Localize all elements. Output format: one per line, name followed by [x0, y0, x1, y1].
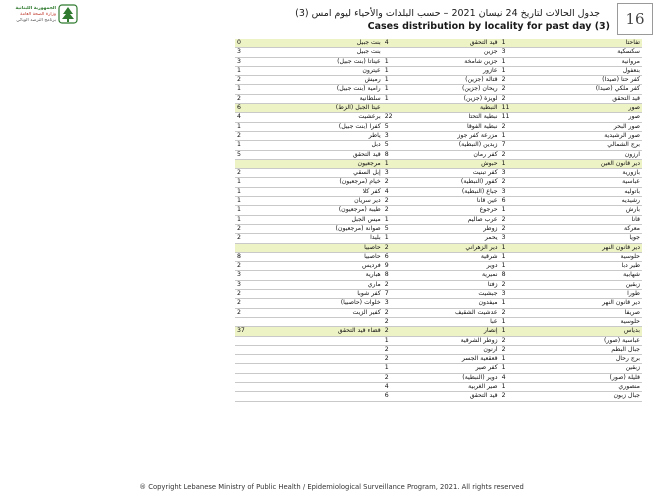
logo-line-republic: الجمهورية اللبنانية — [15, 6, 56, 11]
case-count — [235, 317, 308, 326]
copyright-footer: ® Copyright Lebanese Ministry of Public Health / Epidemiological Surveillance Program, 2021. All rights reserved — [139, 483, 524, 491]
case-count: 3 — [235, 271, 308, 280]
locality-name: رشيديه — [568, 197, 642, 206]
case-count: 3 — [383, 131, 430, 140]
table-row — [235, 197, 642, 206]
locality-name: حبوش — [429, 159, 499, 168]
table-row — [235, 169, 642, 178]
case-count: 5 — [383, 141, 430, 150]
locality-name: دوير (النبطية) — [429, 373, 499, 382]
locality-name: كفر رمان — [429, 150, 499, 159]
cases-table-body — [235, 39, 642, 401]
case-count: 4 — [383, 187, 430, 196]
case-count: 2 — [235, 169, 308, 178]
case-count: 3 — [235, 48, 308, 57]
locality-name: كفر صير — [429, 364, 499, 373]
table-row — [235, 327, 642, 336]
table-row — [235, 336, 642, 345]
locality-name: أرنون — [429, 345, 499, 354]
locality-name: بليدا — [308, 234, 382, 243]
page-number: 16 — [617, 3, 653, 35]
case-count: 2 — [383, 345, 430, 354]
locality-name: إنصار — [429, 327, 499, 336]
cases-table — [235, 39, 642, 402]
case-count: 2 — [383, 178, 430, 187]
case-count: 11 — [500, 113, 568, 122]
case-count: 2 — [235, 76, 308, 85]
case-count: 7 — [500, 141, 568, 150]
case-count: 1 — [235, 122, 308, 131]
locality-name: زوطر الشرقية — [429, 336, 499, 345]
locality-name: لويزة (جزين) — [429, 94, 499, 103]
case-count: 6 — [235, 104, 308, 113]
locality-name: ياطر — [308, 131, 382, 140]
locality-name — [308, 317, 382, 326]
locality-name: دبل — [308, 141, 382, 150]
locality-name: قانا — [568, 215, 642, 224]
case-count: 1 — [500, 355, 568, 364]
cedar-icon — [58, 4, 78, 24]
locality-name: ارزون — [568, 150, 642, 159]
locality-name: ميس الجبل — [308, 215, 382, 224]
locality-name: عباسية (صور) — [568, 336, 642, 345]
case-count: 6 — [383, 252, 430, 261]
case-count: 1 — [235, 187, 308, 196]
locality-name: عازور — [429, 66, 499, 75]
case-count: 1 — [500, 131, 568, 140]
locality-name: جباع (النبطية) — [429, 187, 499, 196]
locality-name: زبدين (النبطية) — [429, 141, 499, 150]
case-count: 4 — [500, 373, 568, 382]
case-count: 1 — [383, 94, 430, 103]
locality-name: دير قانون النهر — [568, 299, 642, 308]
locality-name: بنعفول — [568, 66, 642, 75]
locality-name: كفرا (بنت جبيل) — [308, 122, 382, 131]
case-count: 2 — [383, 206, 430, 215]
case-count: 1 — [383, 364, 430, 373]
locality-name: عين قانا — [429, 197, 499, 206]
case-count: 2 — [235, 131, 308, 140]
table-row — [235, 122, 642, 131]
locality-name: كفر ملكي (صيدا) — [568, 85, 642, 94]
case-count — [235, 355, 308, 364]
case-count: 37 — [235, 327, 308, 336]
case-count: 5 — [235, 150, 308, 159]
table-row — [235, 373, 642, 382]
case-count: 1 — [383, 85, 430, 94]
case-count: 2 — [500, 392, 568, 401]
table-row — [235, 85, 642, 94]
locality-name: نبطية الفوقا — [429, 122, 499, 131]
case-count — [235, 345, 308, 354]
locality-name: بارش — [568, 206, 642, 215]
table-row — [235, 280, 642, 289]
case-count: 22 — [383, 113, 430, 122]
case-count: 1 — [383, 57, 430, 66]
case-count: 6 — [383, 392, 430, 401]
locality-name: صور الرشيدية — [568, 131, 642, 140]
locality-name: سلطانية — [308, 94, 382, 103]
locality-name: برعشيت — [308, 113, 382, 122]
locality-name: عيناتا (بنت جبيل) — [308, 57, 382, 66]
table-row — [235, 382, 642, 391]
case-count: 1 — [235, 141, 308, 150]
locality-name: دير الزهراني — [429, 243, 499, 252]
locality-name: جويا — [568, 234, 642, 243]
case-count: 1 — [500, 299, 568, 308]
locality-name: ميفدون — [429, 299, 499, 308]
case-count: 2 — [500, 280, 568, 289]
case-count: 2 — [500, 215, 568, 224]
case-count: 2 — [500, 345, 568, 354]
table-row — [235, 271, 642, 280]
locality-name: قيد التحقق — [568, 94, 642, 103]
case-count: 9 — [383, 262, 430, 271]
locality-name: صوانة (مرجعيون) — [308, 224, 382, 233]
table-row — [235, 57, 642, 66]
table-row — [235, 308, 642, 317]
case-count: 2 — [235, 94, 308, 103]
case-count: 1 — [500, 317, 568, 326]
locality-name: ماري — [308, 280, 382, 289]
case-count: 8 — [383, 271, 430, 280]
locality-name: زبقين — [568, 364, 642, 373]
case-count: 1 — [383, 76, 430, 85]
case-count — [235, 336, 308, 345]
case-count: 2 — [383, 373, 430, 382]
case-count: 1 — [500, 327, 568, 336]
locality-name: إبل السقي — [308, 169, 382, 178]
ministry-logo — [4, 3, 82, 31]
case-count: 4 — [383, 382, 430, 391]
case-count: 1 — [383, 234, 430, 243]
case-count: 3 — [383, 299, 430, 308]
locality-name: شهابية — [568, 271, 642, 280]
case-count: 2 — [500, 122, 568, 131]
case-count: 1 — [235, 66, 308, 75]
case-count: 1 — [500, 66, 568, 75]
locality-name: كفور (النبطية) — [429, 178, 499, 187]
locality-name: عبا — [429, 317, 499, 326]
case-count: 1 — [500, 252, 568, 261]
locality-name: النبطية — [429, 104, 499, 113]
locality-name: كفر حتا (صيدا) — [568, 76, 642, 85]
locality-name: حلوسية — [568, 317, 642, 326]
case-count: 1 — [383, 66, 430, 75]
locality-name: جبال زبون — [568, 392, 642, 401]
table-row — [235, 76, 642, 85]
locality-name: صريفا — [568, 308, 642, 317]
case-count: 4 — [235, 113, 308, 122]
case-count: 2 — [383, 280, 430, 289]
case-count: 11 — [500, 104, 568, 113]
table-row — [235, 159, 642, 168]
table-row — [235, 48, 642, 57]
table-row — [235, 215, 642, 224]
case-count: 3 — [500, 169, 568, 178]
case-count: 2 — [235, 234, 308, 243]
table-row — [235, 104, 642, 113]
table-row — [235, 94, 642, 103]
case-count: 2 — [500, 85, 568, 94]
locality-name: عدشيت الشقيف — [429, 308, 499, 317]
table-row — [235, 234, 642, 243]
table-row — [235, 392, 642, 401]
case-count: 4 — [383, 39, 430, 48]
locality-name: حاصبيا — [308, 243, 382, 252]
case-count: 1 — [500, 39, 568, 48]
case-count: 1 — [383, 336, 430, 345]
locality-name: مروانية — [568, 57, 642, 66]
locality-name: جزين — [429, 48, 499, 57]
case-count: 2 — [383, 317, 430, 326]
locality-name: رميش — [308, 76, 382, 85]
case-count: 1 — [235, 206, 308, 215]
locality-name — [308, 382, 382, 391]
case-count — [235, 364, 308, 373]
locality-name: زبقين — [568, 280, 642, 289]
case-count: 2 — [235, 262, 308, 271]
locality-name: صير الغربية — [429, 382, 499, 391]
locality-name: بدياس — [568, 327, 642, 336]
locality-name: حاصبيا — [308, 252, 382, 261]
case-count: 2 — [500, 224, 568, 233]
table-row — [235, 178, 642, 187]
locality-name: نميرية — [429, 271, 499, 280]
locality-name — [308, 392, 382, 401]
case-count: 2 — [500, 94, 568, 103]
case-count: 2 — [383, 355, 430, 364]
case-count: 3 — [383, 169, 430, 178]
table-row — [235, 317, 642, 326]
locality-name: دير قانون النهر — [568, 243, 642, 252]
table-row — [235, 141, 642, 150]
logo-line-program: برنامج الترصد الوبائي — [16, 18, 56, 23]
locality-name — [308, 336, 382, 345]
table-row — [235, 39, 642, 48]
case-count: 0 — [235, 39, 308, 48]
page-title-arabic: جدول الحالات لتاريخ 24 نيسان 2021 – حسب البلدات والأحياء ليوم امس (3) — [295, 8, 600, 19]
table-row — [235, 243, 642, 252]
case-count — [383, 48, 430, 57]
case-count: 1 — [500, 159, 568, 168]
locality-name: عرب صاليم — [429, 215, 499, 224]
locality-name: دير قانون العين — [568, 159, 642, 168]
locality-name — [308, 373, 382, 382]
locality-name: دوير — [429, 262, 499, 271]
case-count: 1 — [383, 159, 430, 168]
locality-name: برج الشمالي — [568, 141, 642, 150]
table-row — [235, 290, 642, 299]
table-row — [235, 66, 642, 75]
table-row — [235, 252, 642, 261]
locality-name: قيد التحقق — [308, 150, 382, 159]
locality-name: زوطر — [429, 224, 499, 233]
table-row — [235, 131, 642, 140]
table-row — [235, 113, 642, 122]
case-count: 2 — [383, 308, 430, 317]
case-count: 1 — [235, 85, 308, 94]
case-count: 2 — [500, 178, 568, 187]
case-count: 1 — [500, 382, 568, 391]
locality-name — [308, 364, 382, 373]
locality-name: قليلة (صور) — [568, 373, 642, 382]
locality-name: باتوليه — [568, 187, 642, 196]
case-count: 1 — [500, 57, 568, 66]
table-row — [235, 206, 642, 215]
locality-name: طورا — [568, 290, 642, 299]
locality-name: هبارية — [308, 271, 382, 280]
locality-name: قيد التحقق — [429, 392, 499, 401]
locality-name: برج رحال — [568, 355, 642, 364]
table-row — [235, 345, 642, 354]
locality-name: قعقعية الجسر — [429, 355, 499, 364]
locality-name: بازورية — [568, 169, 642, 178]
locality-name: بنت جبيل — [308, 48, 382, 57]
table-row — [235, 187, 642, 196]
table-row — [235, 262, 642, 271]
case-count: 1 — [500, 262, 568, 271]
case-count: 2 — [383, 327, 430, 336]
case-count: 2 — [500, 76, 568, 85]
locality-name: بنت جبيل — [308, 39, 382, 48]
locality-name: حلوسية — [568, 252, 642, 261]
case-count: 5 — [383, 224, 430, 233]
locality-name: جبال البطم — [568, 345, 642, 354]
case-count — [235, 243, 308, 252]
case-count: 2 — [235, 299, 308, 308]
page-title-english: Cases distribution by locality for past day (3) — [367, 21, 610, 32]
locality-name: كفر كلا — [308, 187, 382, 196]
locality-name: قيد التحقق — [429, 39, 499, 48]
case-count: 8 — [235, 252, 308, 261]
case-count: 1 — [500, 243, 568, 252]
locality-name: نبطية التحتا — [429, 113, 499, 122]
case-count — [235, 392, 308, 401]
locality-name: دير سريان — [308, 197, 382, 206]
logo-line-ministry: وزارة الصحة العامة — [20, 12, 56, 17]
locality-name: عيتا الجبل (الزط) — [308, 104, 382, 113]
case-count: 8 — [383, 150, 430, 159]
case-count: 1 — [235, 215, 308, 224]
locality-name: زفتا — [429, 280, 499, 289]
locality-name: خلوات (حاصبيا) — [308, 299, 382, 308]
case-count: 2 — [383, 243, 430, 252]
case-count: 1 — [500, 206, 568, 215]
case-count: 3 — [500, 290, 568, 299]
locality-name: طير دبا — [568, 262, 642, 271]
case-count: 2 — [235, 290, 308, 299]
locality-name: ريحان (جزين) — [429, 85, 499, 94]
locality-name: مزرعة كفر جوز — [429, 131, 499, 140]
case-count — [235, 159, 308, 168]
table-row — [235, 364, 642, 373]
locality-name: تفاحتا — [568, 39, 642, 48]
locality-name: قضاء قيد التحقق — [308, 327, 382, 336]
case-count: 1 — [500, 364, 568, 373]
case-count: 1 — [383, 215, 430, 224]
locality-name: جبشيت — [429, 290, 499, 299]
case-count: 5 — [383, 122, 430, 131]
locality-name: مرجعيون — [308, 159, 382, 168]
locality-name: سكسكية — [568, 48, 642, 57]
locality-name: رامية (بنت جبيل) — [308, 85, 382, 94]
table-row — [235, 299, 642, 308]
case-count: 3 — [235, 280, 308, 289]
case-count: 7 — [383, 290, 430, 299]
case-count: 1 — [235, 197, 308, 206]
locality-name: كفير الزيت — [308, 308, 382, 317]
case-count: 3 — [500, 48, 568, 57]
case-count: 3 — [235, 57, 308, 66]
table-row — [235, 150, 642, 159]
locality-name: شرقية — [429, 252, 499, 261]
locality-name: صور — [568, 113, 642, 122]
locality-name — [308, 355, 382, 364]
locality-name: عيترون — [308, 66, 382, 75]
table-row — [235, 224, 642, 233]
case-count — [383, 104, 430, 113]
case-count — [235, 382, 308, 391]
locality-name: قتالة (جزين) — [429, 76, 499, 85]
case-count: 2 — [500, 308, 568, 317]
locality-name: كفر شوبا — [308, 290, 382, 299]
table-row — [235, 355, 642, 364]
locality-name: خيام (مرجعيون) — [308, 178, 382, 187]
case-count: 2 — [383, 197, 430, 206]
locality-name: معركة — [568, 224, 642, 233]
case-count: 2 — [500, 150, 568, 159]
locality-name: حرجوع — [429, 206, 499, 215]
locality-name: طيبة (مرجعيون) — [308, 206, 382, 215]
locality-name: جزين شامخة — [429, 57, 499, 66]
case-count: 3 — [500, 187, 568, 196]
case-count: 2 — [235, 308, 308, 317]
case-count: 1 — [235, 178, 308, 187]
case-count: 2 — [500, 336, 568, 345]
locality-name: صور — [568, 104, 642, 113]
locality-name: عباسية — [568, 178, 642, 187]
locality-name: صور البحر — [568, 122, 642, 131]
locality-name — [308, 345, 382, 354]
locality-name: فرديس — [308, 262, 382, 271]
case-count: 2 — [235, 224, 308, 233]
case-count: 6 — [500, 197, 568, 206]
locality-name: منصوري — [568, 382, 642, 391]
case-count — [235, 373, 308, 382]
case-count: 3 — [500, 234, 568, 243]
locality-name: كفر تبنيت — [429, 169, 499, 178]
case-count: 8 — [500, 271, 568, 280]
locality-name: يحمر — [429, 234, 499, 243]
